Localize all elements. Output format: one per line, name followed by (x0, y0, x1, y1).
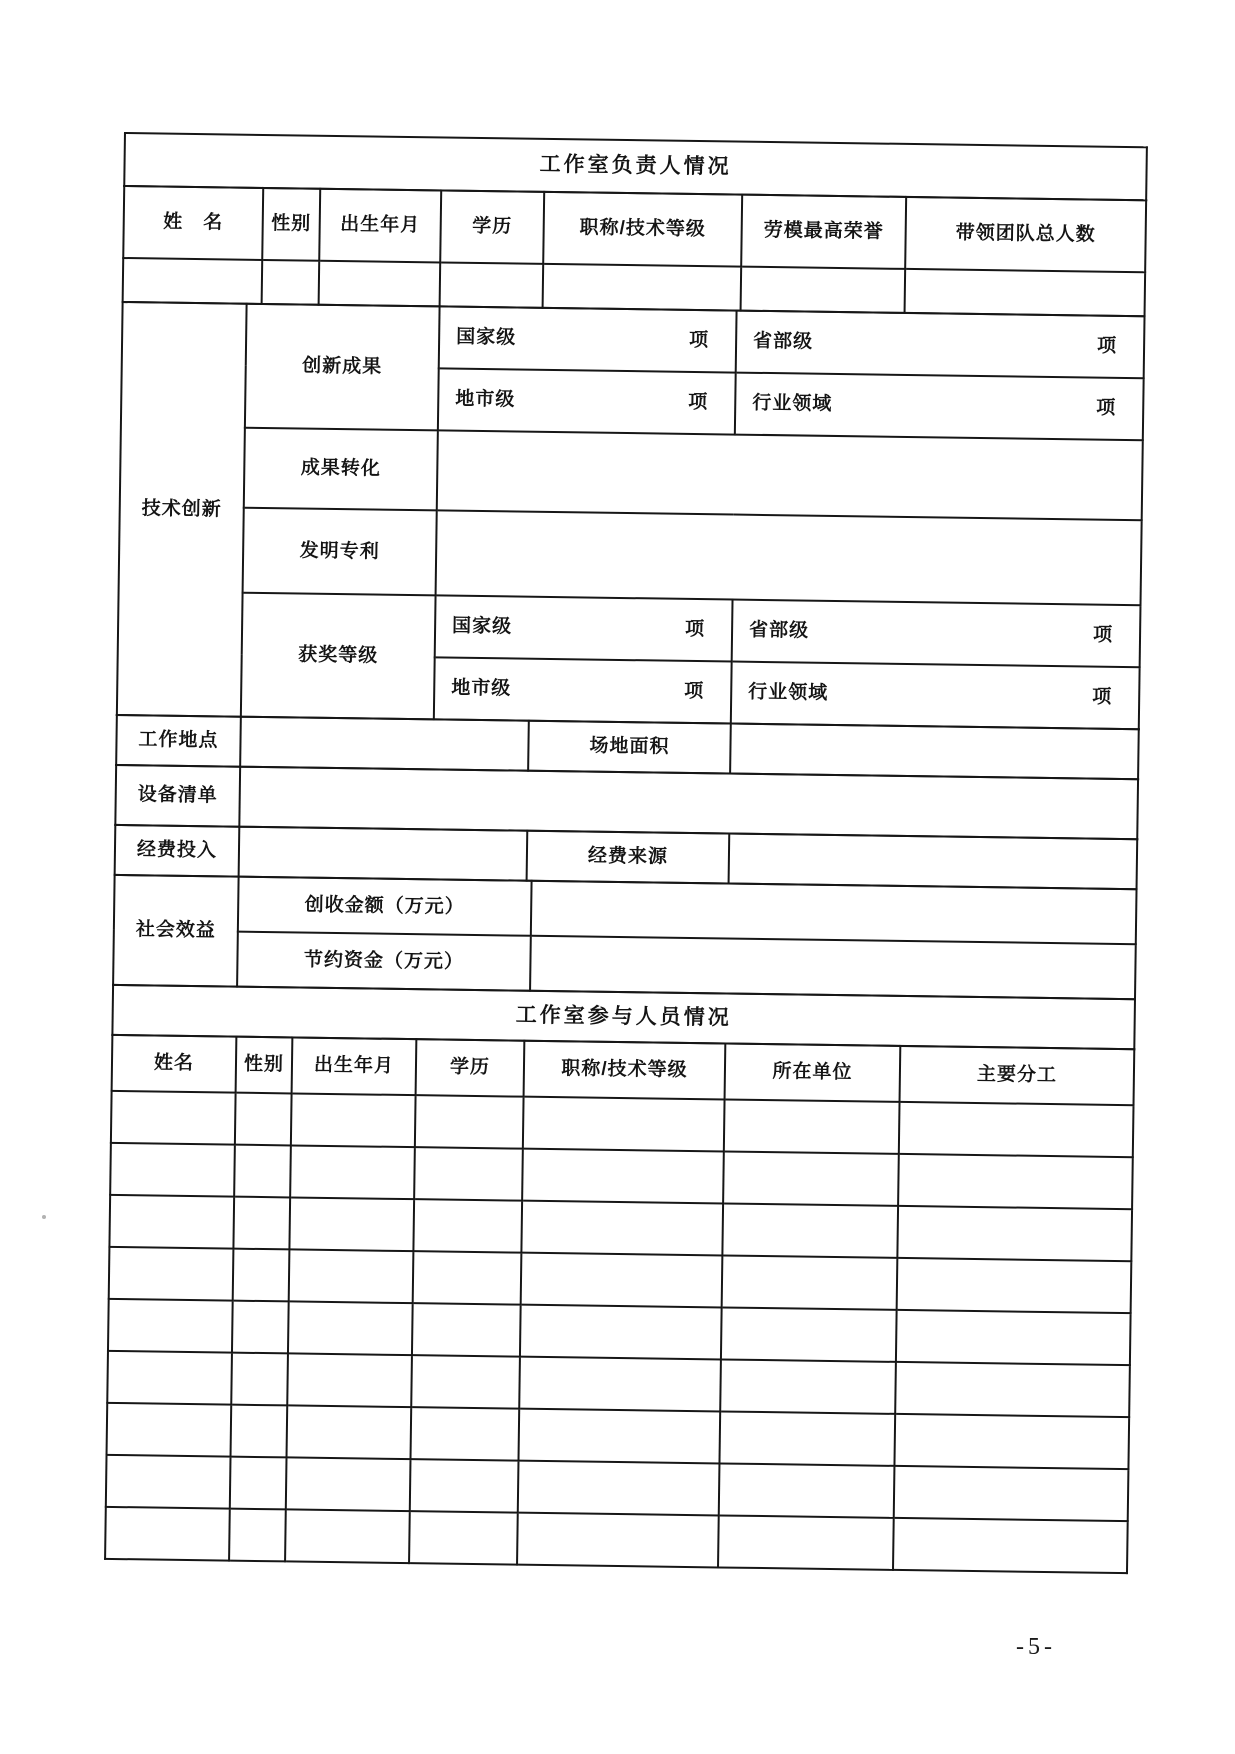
innovation-national-label: 国家级 (456, 326, 517, 349)
innovation-provincial-label: 省部级 (752, 330, 814, 353)
member-cell (286, 1457, 411, 1511)
leader-header-education: 学历 (440, 190, 544, 263)
award-municipal-unit: 项 (684, 681, 705, 703)
award-provincial-unit: 项 (1092, 624, 1114, 646)
member-cell (289, 1249, 414, 1303)
innovation-industry-unit: 项 (1096, 397, 1117, 420)
member-cell (722, 1255, 898, 1309)
member-cell (898, 1154, 1133, 1209)
member-cell (411, 1355, 520, 1409)
member-cell (105, 1507, 230, 1561)
tech-innovation-band (116, 301, 1146, 730)
leader-header-honor: 劳模最高荣誉 (741, 195, 906, 269)
member-cell (719, 1463, 895, 1517)
member-cell (413, 1251, 522, 1305)
member-cell (106, 1455, 231, 1509)
leader-section-title: 工作室负责人情况 (124, 133, 1147, 200)
leader-gender-cell (262, 260, 320, 305)
innovation-provincial-cell (736, 311, 1145, 379)
innovation-results-label: 创新成果 (245, 304, 440, 431)
members-table-band (104, 1034, 1135, 1574)
member-cell (108, 1299, 233, 1353)
saving-amount-label: 节约资金（万元） (237, 932, 531, 991)
member-cell (233, 1197, 290, 1250)
member-cell (721, 1307, 897, 1361)
worksite-label: 工作地点 (116, 715, 241, 767)
scan-speck (42, 1215, 46, 1219)
award-municipal-cell (434, 657, 732, 723)
leader-header-team-size: 带领团队总人数 (905, 197, 1146, 272)
member-cell (109, 1247, 234, 1301)
award-industry-unit: 项 (1092, 686, 1113, 708)
leader-header-gender: 性别 (262, 188, 320, 261)
leader-header-name: 姓 名 (123, 186, 263, 260)
member-cell (413, 1199, 522, 1253)
members-section-title: 工作室参与人员情况 (112, 985, 1135, 1049)
award-national-unit: 项 (684, 619, 706, 641)
member-cell (517, 1513, 719, 1568)
members-header-unit: 所在单位 (725, 1043, 901, 1101)
member-cell (231, 1405, 288, 1458)
member-cell (522, 1149, 724, 1204)
innovation-municipal-unit: 项 (688, 392, 709, 414)
member-cell (414, 1147, 523, 1201)
member-cell (523, 1097, 725, 1152)
member-cell (518, 1409, 720, 1464)
funding-label: 经费投入 (115, 825, 240, 877)
member-cell (287, 1353, 412, 1407)
site-area-cell (730, 724, 1139, 780)
member-cell (896, 1310, 1131, 1365)
member-cell (897, 1206, 1132, 1261)
member-cell (719, 1411, 895, 1465)
leader-team-size-cell (905, 269, 1146, 316)
award-national-label: 国家级 (451, 615, 513, 638)
member-cell (899, 1102, 1134, 1157)
invention-patent-cell (436, 510, 1142, 605)
member-cell (289, 1197, 414, 1251)
member-cell (288, 1301, 413, 1355)
member-cell (410, 1459, 519, 1513)
income-amount-cell (531, 881, 1137, 944)
member-cell (521, 1201, 723, 1256)
leader-title-grade-cell (543, 264, 742, 311)
members-header-name: 姓名 (112, 1035, 237, 1093)
award-grade-label: 获奖等级 (241, 593, 436, 720)
award-industry-label: 行业领域 (748, 681, 829, 705)
invention-patent-label: 发明专利 (243, 508, 437, 596)
member-cell (285, 1509, 410, 1563)
member-cell (111, 1091, 236, 1145)
award-municipal-label: 地市级 (451, 677, 512, 700)
member-cell (894, 1414, 1129, 1469)
member-cell (520, 1305, 722, 1360)
application-form-table (104, 132, 1146, 1574)
member-cell (110, 1143, 235, 1197)
leader-header-birth: 出生年月 (319, 189, 441, 263)
worksite-cell (240, 717, 529, 771)
member-cell (229, 1509, 286, 1562)
member-cell (230, 1457, 287, 1510)
member-cell (718, 1515, 894, 1569)
saving-amount-cell (530, 936, 1136, 999)
member-cell (235, 1093, 292, 1146)
members-header-role: 主要分工 (900, 1046, 1135, 1105)
member-cell (107, 1403, 232, 1457)
member-cell (893, 1518, 1128, 1573)
innovation-provincial-unit: 项 (1096, 335, 1118, 358)
members-header-education: 学历 (416, 1039, 525, 1097)
member-cell (722, 1203, 898, 1257)
leader-education-cell (440, 262, 544, 307)
member-cell (287, 1405, 412, 1459)
award-industry-cell (731, 662, 1140, 730)
results-transform-label: 成果转化 (244, 428, 438, 511)
member-cell (290, 1145, 415, 1199)
member-cell (894, 1466, 1129, 1521)
member-cell (415, 1095, 524, 1149)
equipment-label: 设备清单 (115, 765, 240, 827)
member-cell (232, 1301, 289, 1354)
innovation-national-unit: 项 (688, 330, 710, 352)
members-header-birth: 出生年月 (292, 1037, 417, 1095)
member-cell (519, 1357, 721, 1412)
social-benefit-band (112, 874, 1137, 1000)
innovation-industry-cell (735, 373, 1144, 441)
member-cell (895, 1362, 1130, 1417)
innovation-municipal-label: 地市级 (455, 388, 516, 411)
social-benefit-label: 社会效益 (113, 875, 239, 987)
member-cell (720, 1359, 896, 1413)
member-cell (412, 1303, 521, 1357)
innovation-national-cell (439, 306, 737, 372)
member-cell (723, 1151, 899, 1205)
innovation-municipal-cell (438, 368, 736, 434)
award-provincial-cell (732, 600, 1141, 668)
member-cell (518, 1461, 720, 1516)
tech-innovation-label: 技术创新 (117, 302, 247, 717)
member-cell (233, 1249, 290, 1302)
leader-name-cell (123, 258, 263, 304)
member-cell (109, 1195, 234, 1249)
member-cell (291, 1093, 416, 1147)
leader-birth-cell (319, 261, 441, 307)
member-cell (231, 1353, 288, 1406)
member-cell (410, 1407, 519, 1461)
innovation-industry-label: 行业领域 (752, 392, 833, 416)
award-provincial-label: 省部级 (748, 619, 810, 642)
member-cell (234, 1145, 291, 1198)
funding-cell (239, 827, 528, 881)
award-national-cell (435, 595, 733, 661)
leader-header-band (122, 185, 1148, 317)
results-transform-cell (437, 430, 1143, 520)
member-cell (521, 1253, 723, 1308)
leader-honor-cell (741, 267, 906, 313)
members-header-gender: 性别 (236, 1037, 293, 1094)
income-amount-label: 创收金额（万元） (238, 877, 532, 936)
member-cell (107, 1351, 232, 1405)
member-cell (409, 1511, 518, 1565)
funding-source-label: 经费来源 (527, 831, 730, 884)
member-cell (724, 1099, 900, 1153)
members-header-title-grade: 职称/技术等级 (524, 1041, 726, 1100)
page-number: -5- (1016, 1634, 1056, 1660)
leader-header-title-grade: 职称/技术等级 (543, 192, 742, 267)
funding-source-cell (729, 834, 1138, 890)
member-cell (897, 1258, 1132, 1313)
site-area-label: 场地面积 (528, 721, 731, 774)
